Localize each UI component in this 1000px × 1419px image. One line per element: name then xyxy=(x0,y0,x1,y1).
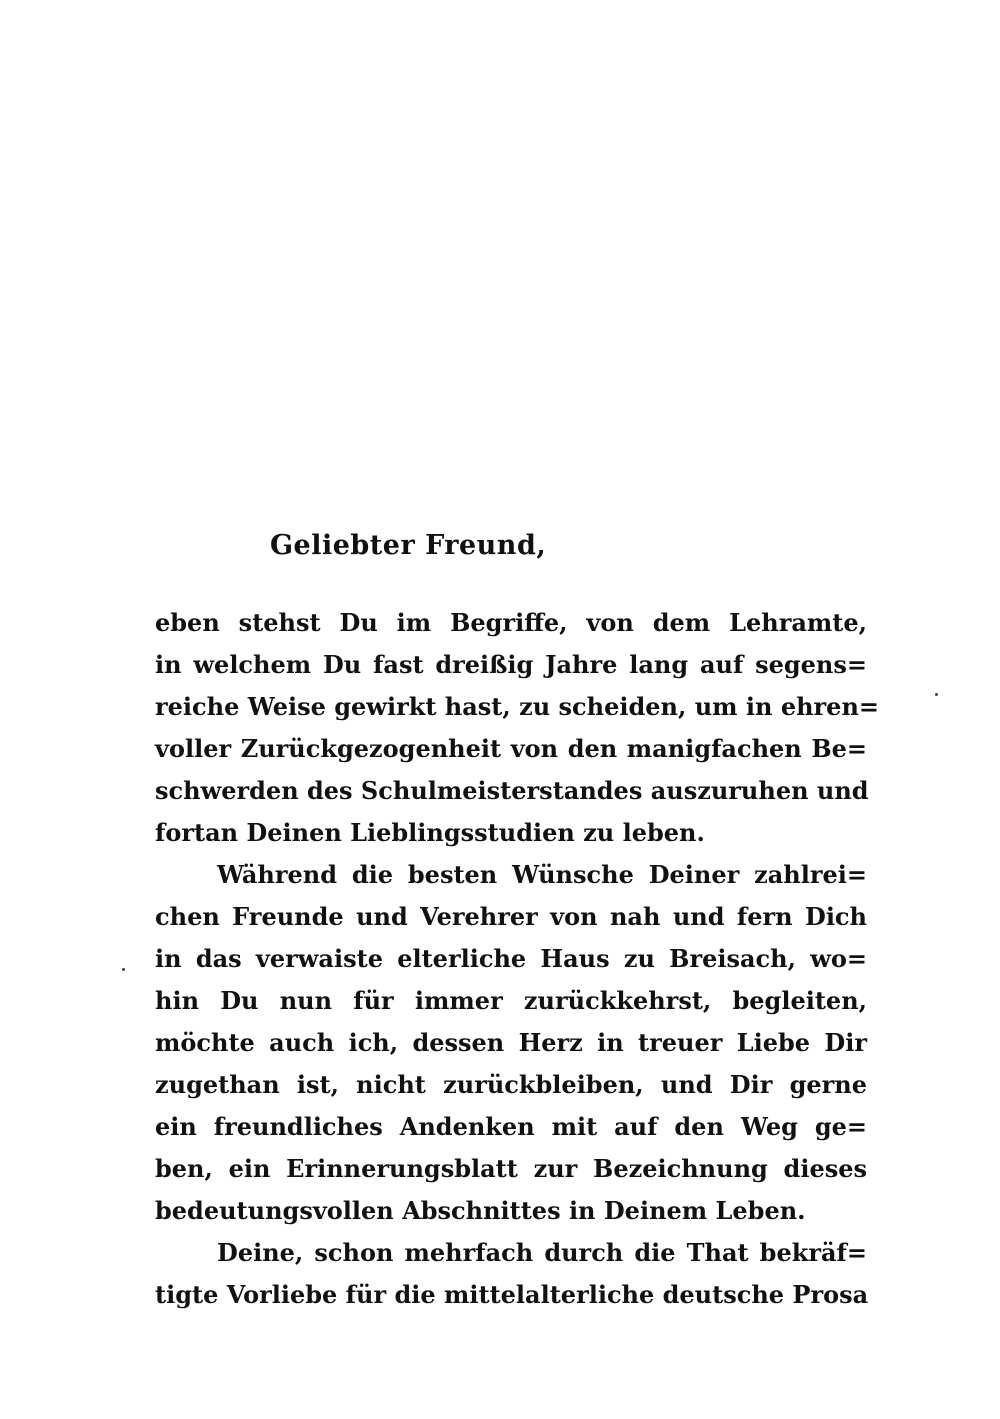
text-line: in welchem Du fast dreißig Jahre lang auf segens= xyxy=(155,650,867,679)
text-line: reiche Weise gewirkt hast, zu scheiden, um in ehren= xyxy=(155,692,880,721)
text-line: ein freundliches Andenken mit auf den Weg ge= xyxy=(155,1112,867,1141)
scan-speck xyxy=(122,968,125,971)
letter-body xyxy=(155,602,880,1316)
text-line: möchte auch ich, dessen Herz in treuer Liebe Dir xyxy=(155,1028,867,1057)
text-line: fortan Deinen Lieblingsstudien zu leben. xyxy=(155,818,705,847)
text-line: chen Freunde und Verehrer von nah und fern Dich xyxy=(155,902,867,931)
text-line: eben stehst Du im Begriffe, von dem Lehramte, xyxy=(155,608,867,637)
text-line: ben, ein Erinnerungsblatt zur Bezeichnung dieses xyxy=(155,1154,867,1183)
text-line: voller Zurückgezogenheit von den manigfachen Be= xyxy=(155,734,867,763)
text-line: hin Du nun für immer zurückkehrst, begleiten, xyxy=(155,986,867,1015)
text-line: Während die besten Wünsche Deiner zahlrei= xyxy=(217,860,867,889)
text-line: in das verwaiste elterliche Haus zu Breisach, wo= xyxy=(155,944,867,973)
text-line: Deine, schon mehrfach durch die That bekräf= xyxy=(217,1238,867,1267)
text-line: zugethan ist, nicht zurückbleiben, und Dir gerne xyxy=(155,1070,867,1099)
scan-speck xyxy=(935,693,938,696)
text-line: tigte Vorliebe für die mittelalterliche deutsche Prosa xyxy=(155,1280,869,1309)
salutation: Geliebter Freund, xyxy=(270,530,547,561)
text-line: bedeutungsvollen Abschnittes in Deinem Leben. xyxy=(155,1196,806,1225)
text-line: schwerden des Schulmeisterstandes auszuruhen und xyxy=(155,776,869,805)
